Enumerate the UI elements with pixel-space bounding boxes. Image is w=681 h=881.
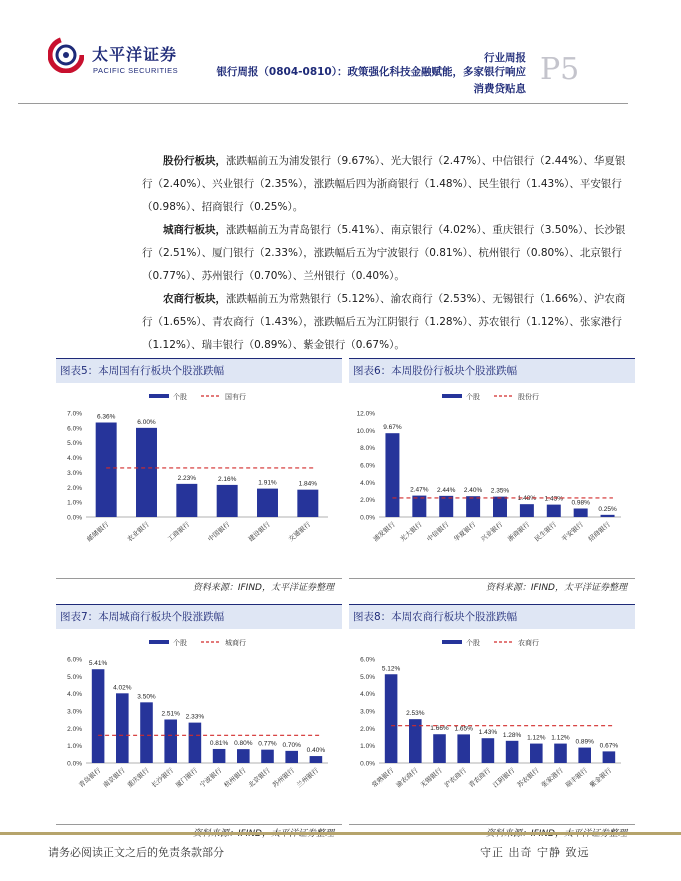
x-tick-label: 沪农商行 <box>442 766 468 790</box>
y-tick-label: 5.0% <box>67 440 82 448</box>
bar-value-label: 2.23% <box>177 474 197 482</box>
x-tick-label: 中信银行 <box>425 520 451 544</box>
x-tick-label: 招商银行 <box>586 520 612 544</box>
bar-value-label: 1.12% <box>551 734 570 742</box>
x-tick-label: 杭州银行 <box>222 766 248 790</box>
bar <box>574 509 588 517</box>
bar-value-label: 0.89% <box>575 738 594 746</box>
bar <box>412 496 426 517</box>
bar-value-label: 2.40% <box>463 487 483 495</box>
paragraph-lead: 股份行板块， <box>163 155 226 167</box>
bar <box>457 734 470 763</box>
chart-figure-5 <box>56 358 342 593</box>
chart-source: 资料来源：IFIND，太平洋证券整理 <box>192 583 334 593</box>
source-divider <box>56 578 342 579</box>
bar-value-label: 0.67% <box>599 742 619 750</box>
legend-label-bars: 个股 <box>173 639 187 647</box>
report-title-line1: 银行周报（0804-0810）：政策强化科技金融赋能，多家银行响应 <box>216 66 526 78</box>
paragraph-text: 涨跌幅前五为浦发银行（9.67%）、光大银行（2.47%）、中信银行（2.44%）、华夏银行（2.40%）、兴业银行（2.35%），涨跌幅后四为浙商银行（1.48%）、民生银行（1.43%）、平安银行（0.98%）、招商银行（0.25%）。 <box>142 155 626 213</box>
y-tick-label: 4.0% <box>360 691 375 699</box>
y-tick-label: 1.0% <box>360 743 375 751</box>
chart-title: 图表7：本周城商行板块个股涨跌幅 <box>56 605 342 629</box>
bar <box>530 744 543 763</box>
bar <box>385 433 399 517</box>
paragraph-rural-commercial <box>142 288 634 357</box>
bar-value-label: 0.25% <box>598 505 617 513</box>
bar-value-label: 1.48% <box>517 495 537 503</box>
legend-label-bars: 个股 <box>173 393 187 401</box>
bar <box>506 741 519 763</box>
y-tick-label: 8.0% <box>360 445 375 453</box>
x-tick-label: 浙商银行 <box>506 520 532 544</box>
x-tick-label: 兴业银行 <box>479 520 505 544</box>
bar <box>136 428 157 517</box>
report-type-tag: 行业周报 <box>484 52 526 64</box>
bar-value-label: 4.02% <box>113 684 132 692</box>
bar-value-label: 2.16% <box>217 475 237 483</box>
bar <box>466 496 480 517</box>
legend-label-bars: 个股 <box>466 393 480 401</box>
chart-figure-6-plot <box>349 383 635 567</box>
footer-disclaimer: 请务必阅读正文之后的免责条款部分 <box>48 846 224 859</box>
bar-value-label: 1.12% <box>527 734 546 742</box>
bar <box>482 738 495 763</box>
legend-label-line: 农商行 <box>518 639 539 647</box>
y-tick-label: 5.0% <box>67 673 82 681</box>
bar <box>164 719 177 763</box>
x-tick-label: 交通银行 <box>287 520 313 544</box>
report-title <box>198 64 526 98</box>
x-tick-label: 浦发银行 <box>371 520 397 544</box>
y-tick-label: 5.0% <box>360 673 375 681</box>
legend-label-line: 国有行 <box>225 393 246 401</box>
x-tick-label: 紫金银行 <box>588 766 614 790</box>
bar <box>213 749 226 763</box>
legend-label-bars: 个股 <box>466 639 480 647</box>
legend-label-line: 股份行 <box>518 393 539 401</box>
x-tick-label: 平安银行 <box>559 520 585 544</box>
y-tick-label: 4.0% <box>360 479 375 487</box>
bar-value-label: 1.84% <box>298 480 318 488</box>
legend-swatch-bars <box>149 640 169 644</box>
chart-title: 图表8：本周农商行板块个股涨跌幅 <box>349 605 635 629</box>
x-tick-label: 张家港行 <box>539 766 565 790</box>
chart-title: 图表5：本周国有行板块个股涨跌幅 <box>56 359 342 383</box>
footer-motto: 守正 出奇 宁静 致远 <box>480 846 590 859</box>
bar-value-label: 1.43% <box>544 495 563 503</box>
footer-divider <box>0 832 681 835</box>
body-text <box>142 150 634 357</box>
x-tick-label: 北京银行 <box>246 766 272 790</box>
bar-value-label: 1.91% <box>258 479 277 487</box>
y-tick-label: 6.0% <box>67 656 82 664</box>
chart-figure-5-plot <box>56 383 342 567</box>
bar <box>603 751 616 763</box>
legend-label-line: 城商行 <box>225 639 246 647</box>
bar <box>257 489 278 517</box>
bar <box>297 490 318 517</box>
bar <box>578 748 591 763</box>
paragraph-city-commercial <box>142 219 634 288</box>
y-tick-label: 10.0% <box>356 427 375 435</box>
x-tick-label: 兰州银行 <box>295 766 321 790</box>
y-tick-label: 7.0% <box>67 410 82 418</box>
bar <box>520 504 534 517</box>
bar <box>554 744 567 763</box>
paragraph-lead: 城商行板块， <box>163 224 226 236</box>
chart-source: 资料来源：IFIND，太平洋证券整理 <box>485 583 627 593</box>
bar <box>547 505 561 517</box>
x-tick-label: 江阴银行 <box>491 766 517 790</box>
bar-value-label: 1.43% <box>478 729 498 737</box>
y-tick-label: 4.0% <box>67 455 82 463</box>
x-tick-label: 重庆银行 <box>125 766 151 790</box>
y-tick-label: 2.0% <box>67 725 82 733</box>
y-tick-label: 2.0% <box>360 497 375 505</box>
chart-figure-8 <box>349 604 635 823</box>
paragraph-text: 涨跌幅前五为青岛银行（5.41%）、南京银行（4.02%）、重庆银行（3.50%）、长沙银行（2.51%）、厦门银行（2.33%），涨跌幅后五为宁波银行（0.81%）、杭州银行（0.80%）、北京银行（0.77%）、苏州银行（0.70%）、兰州银行（0.40%）。 <box>142 224 626 282</box>
bar-value-label: 2.53% <box>406 710 425 718</box>
y-tick-label: 6.0% <box>360 462 375 470</box>
bar <box>493 497 507 517</box>
bar <box>385 674 398 763</box>
y-tick-label: 12.0% <box>356 410 375 418</box>
logo-chinese-name: 太平洋证券 <box>92 45 178 64</box>
x-tick-label: 青岛银行 <box>77 766 103 790</box>
x-tick-label: 苏农银行 <box>515 766 541 790</box>
report-title-line2: 消费贷贴息 <box>473 83 526 95</box>
x-tick-label: 民生银行 <box>533 520 559 544</box>
source-divider <box>349 578 635 579</box>
source-divider <box>349 824 635 825</box>
x-tick-label: 瑞丰银行 <box>563 766 589 790</box>
y-tick-label: 0.0% <box>360 514 375 522</box>
y-tick-label: 4.0% <box>67 691 82 699</box>
x-tick-label: 邮储银行 <box>85 520 111 544</box>
bar <box>116 693 129 763</box>
bar-value-label: 6.00% <box>137 418 156 426</box>
y-tick-label: 2.0% <box>67 484 82 492</box>
bar <box>140 702 153 763</box>
chart-title: 图表6：本周股份行板块个股涨跌幅 <box>349 359 635 383</box>
bar-value-label: 6.36% <box>96 413 116 421</box>
company-logo-icon <box>48 37 84 73</box>
bar-value-label: 9.67% <box>383 424 402 432</box>
x-tick-label: 华夏银行 <box>452 520 478 544</box>
y-tick-label: 3.0% <box>360 708 375 716</box>
bar <box>261 750 274 763</box>
paragraph-text: 涨跌幅前五为常熟银行（5.12%）、渝农商行（2.53%）、无锡银行（1.66%）、沪农商行（1.65%）、青农商行（1.43%），涨跌幅后五为江阴银行（1.28%）、苏农银行（1.12%）、张家港行（1.12%）、瑞丰银行（0.89%）、紫金银行（0.67%）。 <box>142 293 626 351</box>
logo-english-name: PACIFIC SECURITIES <box>93 66 179 75</box>
bar-value-label: 5.41% <box>88 660 108 668</box>
y-tick-label: 3.0% <box>67 708 82 716</box>
bar-value-label: 0.80% <box>234 740 253 748</box>
x-tick-label: 农业银行 <box>125 520 151 544</box>
x-tick-label: 南京银行 <box>101 766 127 790</box>
legend-swatch-bars <box>442 394 462 398</box>
bar-value-label: 0.40% <box>306 747 326 755</box>
chart-figure-6 <box>349 358 635 593</box>
x-tick-label: 中国银行 <box>206 520 232 544</box>
y-tick-label: 3.0% <box>67 469 82 477</box>
x-tick-label: 厦门银行 <box>174 766 200 790</box>
legend-swatch-bars <box>442 640 462 644</box>
bar <box>433 734 446 763</box>
bar-value-label: 2.44% <box>437 486 456 494</box>
chart-figure-7-plot <box>56 629 342 813</box>
bar <box>176 484 197 517</box>
bar <box>601 515 615 517</box>
bar <box>237 749 250 763</box>
bar <box>189 723 202 763</box>
x-tick-label: 青农商行 <box>467 766 493 790</box>
x-tick-label: 宁波银行 <box>198 766 224 790</box>
bar-value-label: 2.47% <box>410 486 429 494</box>
page-header <box>0 0 681 110</box>
x-tick-label: 长沙银行 <box>149 766 175 790</box>
y-tick-label: 0.0% <box>67 514 82 522</box>
y-tick-label: 0.0% <box>67 760 82 768</box>
chart-figure-8-plot <box>349 629 635 813</box>
x-tick-label: 常熟银行 <box>370 766 396 790</box>
x-tick-label: 无锡银行 <box>418 766 444 790</box>
bar-value-label: 2.35% <box>490 487 510 495</box>
y-tick-label: 6.0% <box>360 656 375 664</box>
source-divider <box>56 824 342 825</box>
header-divider <box>18 103 628 104</box>
y-tick-label: 0.0% <box>360 760 375 768</box>
bar-value-label: 0.81% <box>209 739 229 747</box>
bar <box>96 423 117 517</box>
bar-value-label: 5.12% <box>381 665 401 673</box>
bar-value-label: 1.65% <box>454 725 473 733</box>
x-tick-label: 渝农商行 <box>394 766 420 790</box>
bar <box>310 756 323 763</box>
x-tick-label: 光大银行 <box>398 520 424 544</box>
bar-value-label: 0.98% <box>571 499 590 507</box>
bar-value-label: 2.33% <box>185 713 205 721</box>
bar-value-label: 2.51% <box>161 710 180 718</box>
bar-value-label: 0.77% <box>258 740 277 748</box>
y-tick-label: 1.0% <box>67 743 82 751</box>
y-tick-label: 1.0% <box>67 499 82 507</box>
bar-value-label: 3.50% <box>137 693 156 701</box>
chart-figure-7 <box>56 604 342 823</box>
bar-value-label: 0.70% <box>282 741 301 749</box>
y-tick-label: 2.0% <box>360 725 375 733</box>
x-tick-label: 建设银行 <box>246 520 272 544</box>
paragraph-joint-stock <box>142 150 634 219</box>
bar <box>217 485 238 517</box>
x-tick-label: 工商银行 <box>166 520 192 544</box>
bar <box>285 751 298 763</box>
legend-swatch-bars <box>149 394 169 398</box>
y-tick-label: 6.0% <box>67 425 82 433</box>
bar <box>439 496 453 517</box>
paragraph-lead: 农商行板块， <box>163 293 226 305</box>
bar-value-label: 1.66% <box>430 725 449 733</box>
page-number: P5 <box>540 52 580 87</box>
bar <box>92 669 105 763</box>
bar-value-label: 1.28% <box>502 731 522 739</box>
x-tick-label: 苏州银行 <box>270 766 296 790</box>
